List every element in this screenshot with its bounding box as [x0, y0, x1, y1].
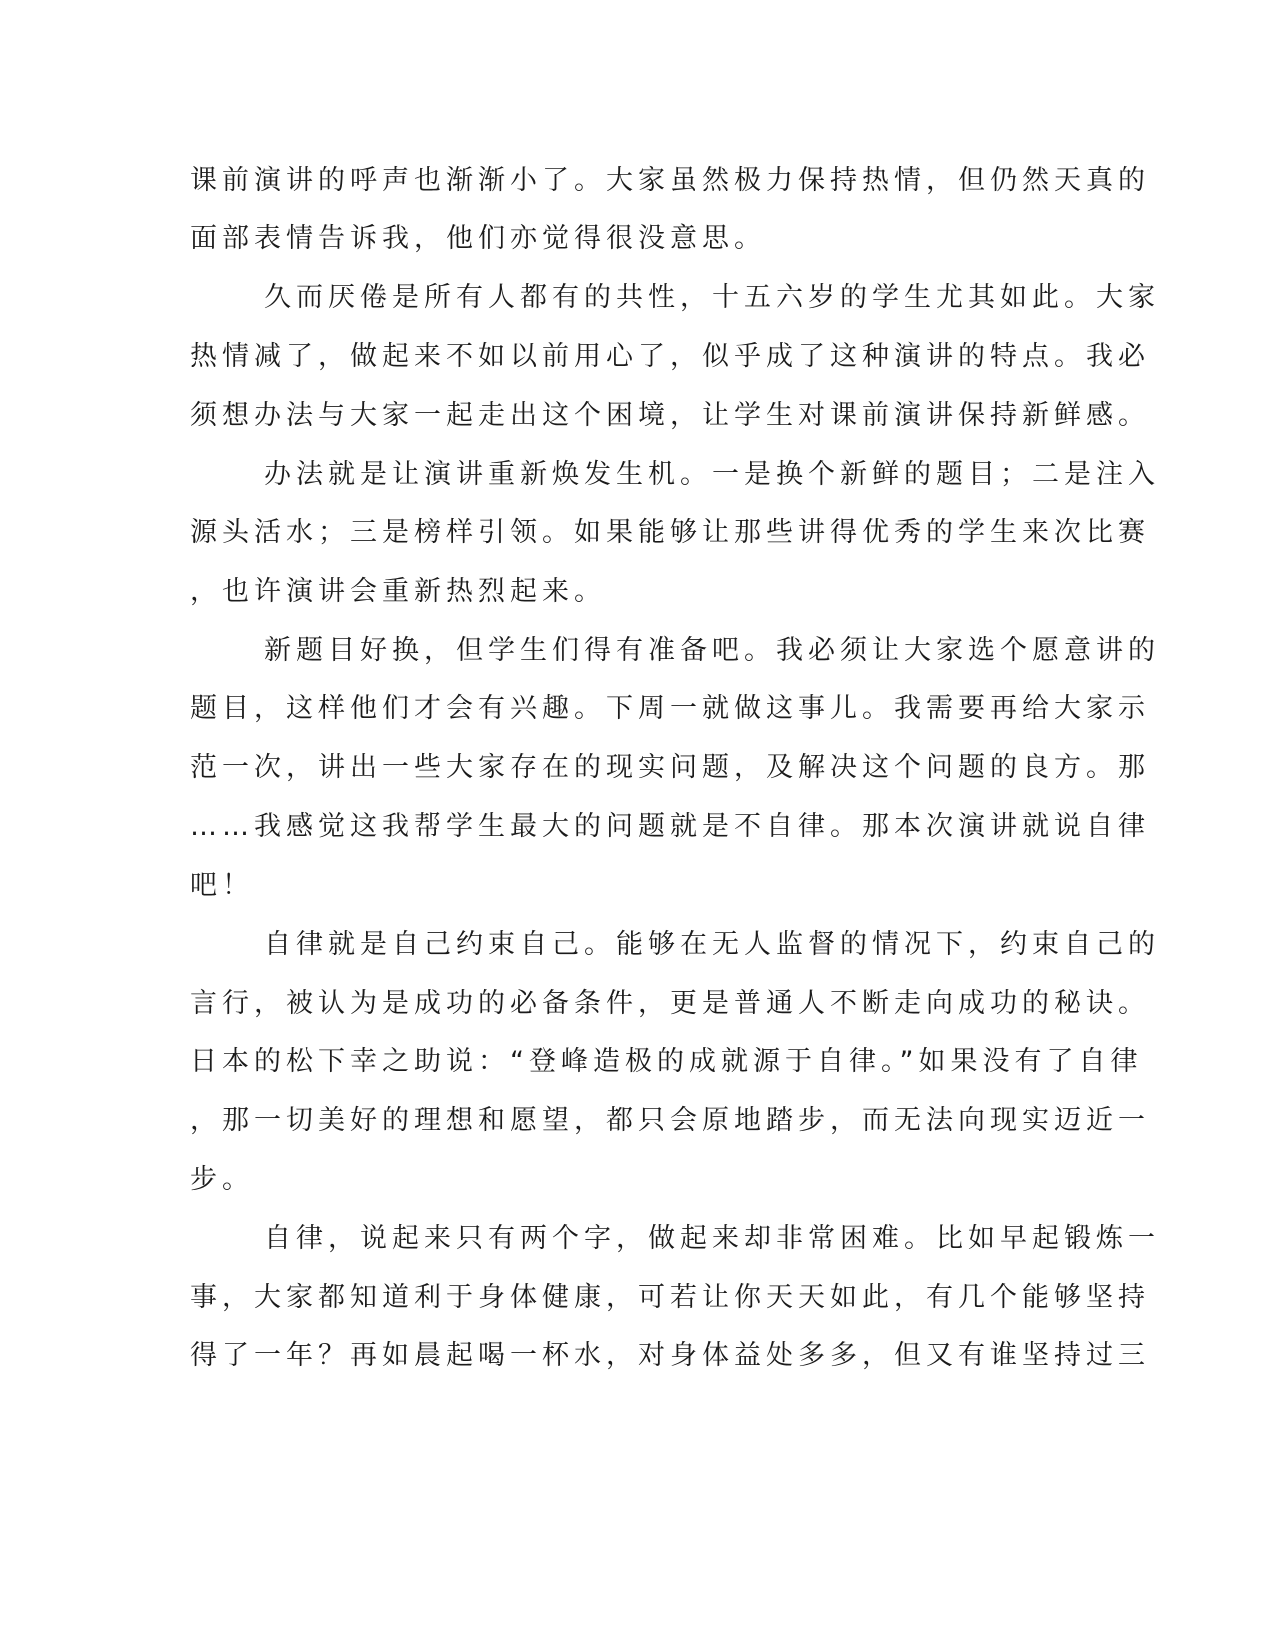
text-line: 热情减了，做起来不如以前用心了，似乎成了这种演讲的特点。我必	[190, 341, 1150, 372]
text-line: 题目，这样他们才会有兴趣。下周一就做这事儿。我需要再给大家示	[190, 693, 1150, 724]
text-line: 言行，被认为是成功的必备条件，更是普通人不断走向成功的秘诀。	[190, 988, 1150, 1019]
paragraph-first-line: 自律，说起来只有两个字，做起来却非常困难。比如早起锻炼一	[264, 1223, 1160, 1254]
paragraph-first-line: 办法就是让演讲重新焕发生机。一是换个新鲜的题目；二是注入	[264, 459, 1160, 490]
text-line: 得了一年？再如晨起喝一杯水，对身体益处多多，但又有谁坚持过三	[190, 1340, 1150, 1371]
text-line: 日本的松下幸之助说：“登峰造极的成就源于自律。”如果没有了自律	[190, 1046, 1143, 1077]
text-line: 须想办法与大家一起走出这个困境，让学生对课前演讲保持新鲜感。	[190, 400, 1150, 431]
text-line: 事，大家都知道利于身体健康，可若让你天天如此，有几个能够坚持	[190, 1282, 1150, 1313]
text-line: 步。	[190, 1164, 254, 1195]
paragraph-first-line: 久而厌倦是所有人都有的共性，十五六岁的学生尤其如此。大家	[264, 282, 1160, 313]
text-line: ，那一切美好的理想和愿望，都只会原地踏步，而无法向现实迈近一	[190, 1105, 1150, 1136]
text-line: ，也许演讲会重新热烈起来。	[190, 576, 606, 607]
paragraph-first-line: 自律就是自己约束自己。能够在无人监督的情况下，约束自己的	[264, 929, 1160, 960]
text-line: 吧！	[190, 870, 254, 901]
text-line: 范一次，讲出一些大家存在的现实问题，及解决这个问题的良方。那	[190, 752, 1150, 783]
text-line: ……我感觉这我帮学生最大的问题就是不自律。那本次演讲就说自律	[190, 811, 1150, 842]
paragraph-first-line: 新题目好换，但学生们得有准备吧。我必须让大家选个愿意讲的	[264, 635, 1160, 666]
text-line: 源头活水；三是榜样引领。如果能够让那些讲得优秀的学生来次比赛	[190, 517, 1150, 548]
text-line: 课前演讲的呼声也渐渐小了。大家虽然极力保持热情，但仍然天真的	[190, 165, 1150, 196]
text-line: 面部表情告诉我，他们亦觉得很没意思。	[190, 223, 766, 254]
